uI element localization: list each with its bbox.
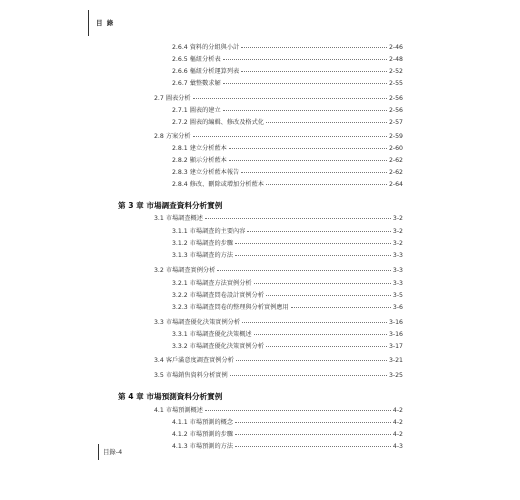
- toc-entry-title: 資料的分組與小計: [189, 44, 240, 51]
- dot-leader: [242, 322, 387, 323]
- toc-entry-page: 3-3: [392, 252, 403, 259]
- toc-entry-title: 方案分析: [165, 133, 191, 140]
- dot-leader: [205, 410, 391, 411]
- dot-leader: [205, 218, 391, 219]
- toc-entry: [172, 331, 403, 339]
- dot-leader: [291, 307, 391, 308]
- toc-entry-page: 3-2: [392, 228, 403, 235]
- toc-entry-page: 2-56: [388, 107, 403, 114]
- toc-entry-page: 3-3: [392, 267, 403, 274]
- toc-entry-number: 3.1: [154, 215, 164, 222]
- toc-section: [154, 215, 403, 223]
- toc-entry-title: 市場預測的概念: [189, 419, 234, 426]
- dot-leader: [266, 346, 387, 347]
- toc-entry-page: 2-56: [388, 95, 403, 102]
- toc-entry-title: 建立分析藍本報告: [189, 169, 240, 176]
- dot-leader: [229, 160, 387, 161]
- toc-entry-number: 3.2.1: [172, 280, 188, 287]
- dot-leader: [235, 422, 391, 423]
- toc-entry-page: 3-2: [392, 240, 403, 247]
- toc-entry-number: 3.1.3: [172, 252, 188, 259]
- toc-entry: [172, 292, 403, 300]
- toc-entry-number: 2.6.4: [172, 44, 188, 51]
- toc-entry-title: 建立分析藍本: [189, 145, 227, 152]
- toc-entry-title: 彙整數求解: [189, 80, 221, 87]
- dot-leader: [235, 446, 391, 447]
- toc-section: [154, 372, 403, 380]
- toc-entry: [172, 343, 403, 351]
- dot-leader: [193, 98, 387, 99]
- toc-entry-page: 2-64: [388, 181, 403, 188]
- dot-leader: [193, 136, 387, 137]
- toc-entry-number: 3.3.2: [172, 343, 188, 350]
- dot-leader: [223, 83, 387, 84]
- dot-leader: [236, 360, 387, 361]
- dot-leader: [235, 434, 391, 435]
- toc-entry: [172, 80, 403, 88]
- toc-entry-number: 3.2.2: [172, 292, 188, 299]
- dot-leader: [229, 148, 387, 149]
- toc-entry-title: 客戶滿意度調查實例分析: [165, 357, 234, 364]
- toc-entry-number: 3.5: [154, 372, 164, 379]
- toc-entry-title: 市場預測的步驟: [189, 431, 234, 438]
- toc-entry-page: 3-17: [388, 343, 403, 350]
- toc-entry-number: 3.2: [154, 267, 164, 274]
- toc-entry-page: 3-3: [392, 280, 403, 287]
- toc-entry-title: 市場調查優化決策概述: [189, 331, 252, 338]
- toc-entry-number: 4.1.1: [172, 419, 188, 426]
- dot-leader: [235, 255, 391, 256]
- toc-section: [154, 267, 403, 275]
- toc-entry-page: 2-60: [388, 145, 403, 152]
- toc-entry-title: 市場調查優化決策實例分析: [165, 319, 241, 326]
- toc-entry-page: 2-46: [388, 44, 403, 51]
- toc-entry-number: 3.1.2: [172, 240, 188, 247]
- toc-entry-page: 3-21: [388, 357, 403, 364]
- toc-entry: [172, 68, 403, 76]
- toc-entry-page: 2-48: [388, 56, 403, 63]
- toc-entry-title: 圖表的建立: [189, 107, 221, 114]
- toc-entry-title: 圖表分析: [165, 95, 191, 102]
- toc-entry: [172, 443, 403, 451]
- toc-entry-page: 2-52: [388, 68, 403, 75]
- toc-entry-number: 3.2.3: [172, 304, 188, 311]
- toc-entry: [172, 56, 403, 64]
- toc-entry-page: 3-16: [388, 331, 403, 338]
- dot-leader: [266, 295, 391, 296]
- dot-leader: [223, 110, 387, 111]
- toc-entry-title: 市場調查方法實例分析: [189, 280, 252, 287]
- toc-entry-title: 樞紐分析表: [189, 56, 221, 63]
- toc-entry-number: 2.8.1: [172, 145, 188, 152]
- toc-section: [154, 357, 403, 365]
- toc-entry: [172, 240, 403, 248]
- toc-entry-number: 2.6.5: [172, 56, 188, 63]
- toc-entry-page: 4-3: [392, 443, 403, 450]
- toc-entry-number: 2.6.7: [172, 80, 188, 87]
- toc-entry-page: 2-59: [388, 133, 403, 140]
- toc-entry-number: 3.3: [154, 319, 164, 326]
- toc-entry-page: 3-16: [388, 319, 403, 326]
- toc-entry: [172, 228, 403, 236]
- toc-entry-number: 2.8: [154, 133, 164, 140]
- dot-leader: [247, 231, 390, 232]
- toc-entry: [172, 419, 403, 427]
- toc-entry: [172, 252, 403, 260]
- dot-leader: [241, 47, 387, 48]
- toc-entry-page: 2-62: [388, 157, 403, 164]
- toc-entry-page: 2-55: [388, 80, 403, 87]
- toc-entry-title: 市場調查的主要內容: [189, 228, 246, 235]
- running-header: 目 錄: [96, 19, 115, 27]
- toc-entry-number: 2.8.3: [172, 169, 188, 176]
- dot-leader: [266, 184, 387, 185]
- toc-entry-number: 3.4: [154, 357, 164, 364]
- toc-entry-title: 市場預測的方法: [189, 443, 234, 450]
- toc-entry-page: 3-25: [388, 372, 403, 379]
- toc-entry-number: 2.7.1: [172, 107, 188, 114]
- toc-entry-number: 4.1.2: [172, 431, 188, 438]
- toc-entry-page: 4-2: [392, 431, 403, 438]
- dot-leader: [254, 283, 391, 284]
- dot-leader: [223, 59, 387, 60]
- dot-leader: [235, 243, 391, 244]
- toc-entry-number: 4.1: [154, 407, 164, 414]
- toc-entry-title: 市場銷售資料分析實例: [165, 372, 228, 379]
- toc-entry-number: 3.3.1: [172, 331, 188, 338]
- toc-section: [154, 407, 403, 415]
- toc-entry-title: 市場調查實例分析: [165, 267, 216, 274]
- chapter-heading: 第 4 章 市場預測資料分析實例: [118, 392, 223, 401]
- toc-entry-page: 4-2: [392, 419, 403, 426]
- toc-entry-title: 市場調查優化決策實例分析: [189, 343, 264, 350]
- toc-entry-number: 2.7: [154, 95, 164, 102]
- dot-leader: [241, 71, 387, 72]
- toc-entry: [172, 181, 403, 189]
- toc-entry-title: 樞紐分析運算列表: [189, 68, 240, 75]
- dot-leader: [254, 334, 387, 335]
- toc-entry-title: 修改、刪除或增加分析藍本: [189, 181, 264, 188]
- toc-entry: [172, 157, 403, 165]
- dot-leader: [230, 375, 387, 376]
- dot-leader: [266, 122, 387, 123]
- toc-entry-page: 4-2: [392, 407, 403, 414]
- toc-entry: [172, 44, 403, 52]
- toc-entry-number: 2.6.6: [172, 68, 188, 75]
- toc-entry-number: 2.8.2: [172, 157, 188, 164]
- toc-entry: [172, 169, 403, 177]
- chapter-heading: 第 3 章 市場調查資料分析實例: [118, 201, 223, 210]
- toc-entry-page: 2-57: [388, 119, 403, 126]
- toc-section: [154, 319, 403, 327]
- toc-entry: [172, 304, 403, 312]
- toc-section: [154, 133, 403, 141]
- toc-entry-title: 顯示分析藍本: [189, 157, 227, 164]
- toc-entry-page: 2-62: [388, 169, 403, 176]
- toc-entry: [172, 431, 403, 439]
- toc-entry-title: 市場預測概述: [165, 407, 203, 414]
- toc-entry-page: 3-6: [392, 304, 403, 311]
- toc-entry-number: 4.1.3: [172, 443, 188, 450]
- toc-entry-number: 2.8.4: [172, 181, 188, 188]
- page-number: 目錄-4: [103, 448, 123, 456]
- dot-leader: [241, 172, 387, 173]
- toc-entry-title: 圖表的編輯、修改及格式化: [189, 119, 264, 126]
- toc-entry-title: 市場調查問卷的整理與分析實例應用: [189, 304, 289, 311]
- toc-entry-title: 市場調查問卷設計實例分析: [189, 292, 264, 299]
- toc-entry: [172, 280, 403, 288]
- toc-entry-title: 市場調查的方法: [189, 252, 234, 259]
- footer-rule: [98, 444, 99, 460]
- toc-section: [154, 95, 403, 103]
- dot-leader: [217, 270, 391, 271]
- toc-entry-title: 市場調查概述: [165, 215, 203, 222]
- toc-entry-number: 3.1.1: [172, 228, 188, 235]
- toc-entry: [172, 145, 403, 153]
- toc-entry: [172, 119, 403, 127]
- toc-entry-page: 3-5: [392, 292, 403, 299]
- toc-entry-title: 市場調查的步驟: [189, 240, 234, 247]
- toc-entry-number: 2.7.2: [172, 119, 188, 126]
- toc-entry: [172, 107, 403, 115]
- toc-entry-page: 3-2: [392, 215, 403, 222]
